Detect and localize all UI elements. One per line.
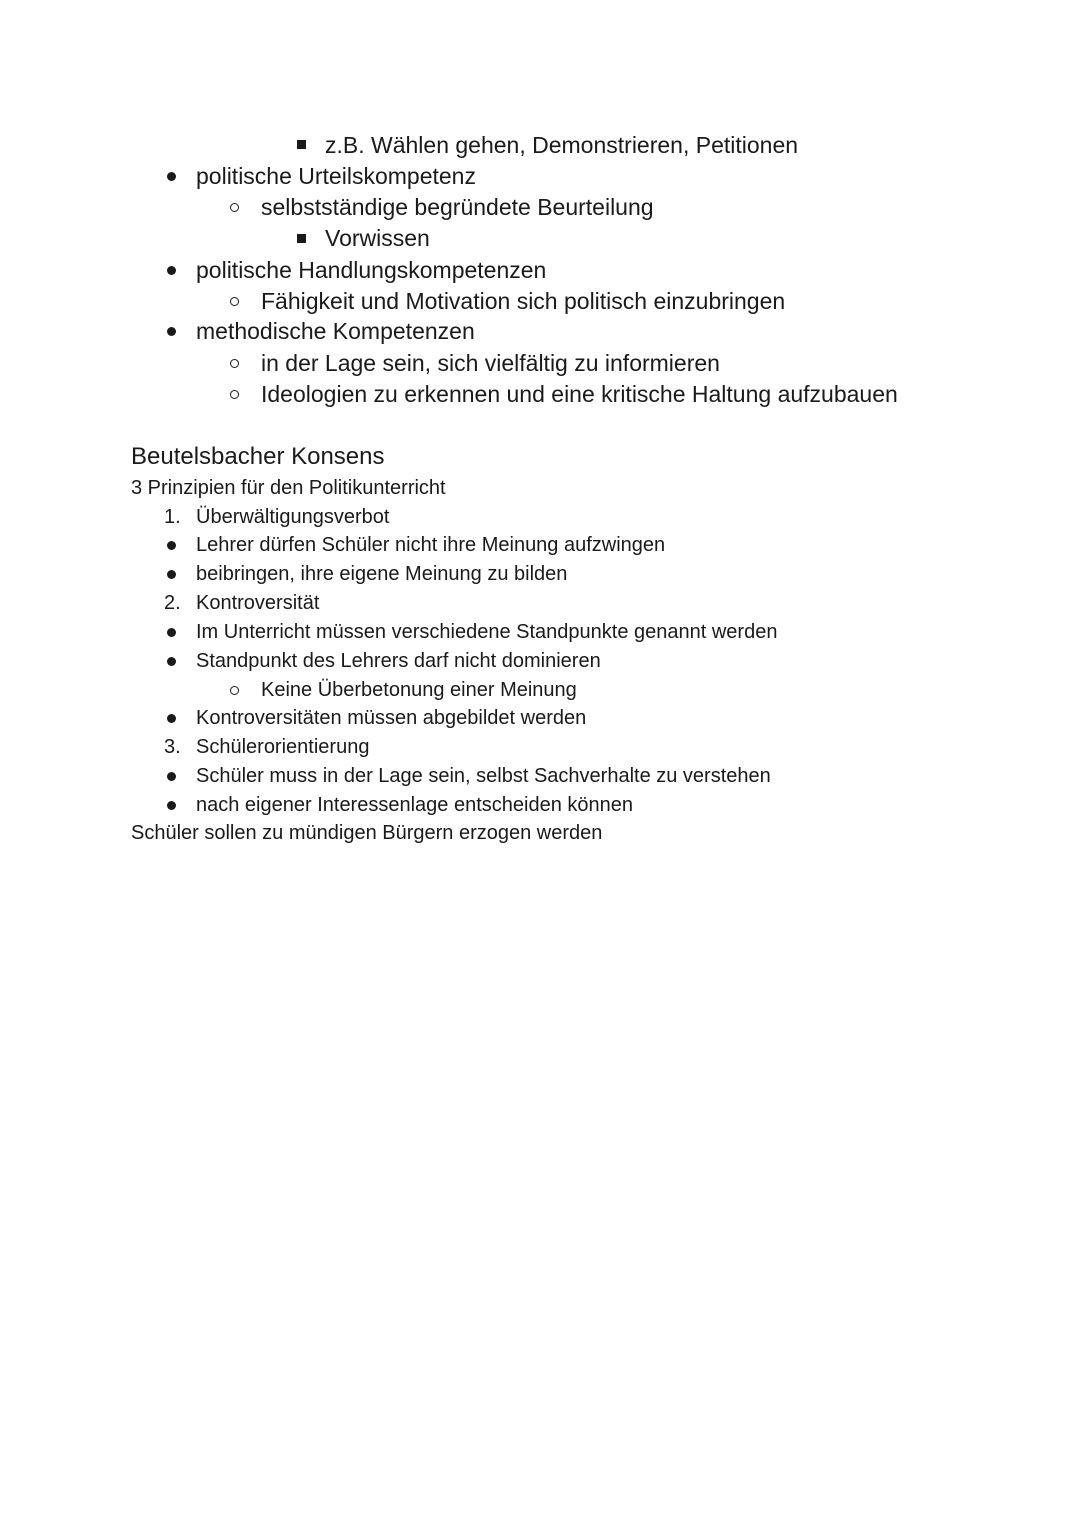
disc-bullet-icon <box>167 772 176 781</box>
principle-bullet: Lehrer dürfen Schüler nicht ihre Meinung aufzwingen <box>196 534 666 556</box>
disc-bullet-icon <box>167 541 176 550</box>
square-bullet-icon <box>297 140 306 149</box>
square-bullet-icon <box>297 234 306 243</box>
disc-bullet-icon <box>167 266 176 275</box>
list-item-example: z.B. Wählen gehen, Demonstrieren, Petitionen <box>325 132 799 158</box>
section-intro: 3 Prinzipien für den Politikunterricht <box>131 477 446 499</box>
disc-bullet-icon <box>167 570 176 579</box>
principle-number: 3. <box>164 736 181 758</box>
principle-title: Überwältigungsverbot <box>196 506 390 528</box>
list-item-vorwissen: Vorwissen <box>325 225 430 251</box>
list-item-methodisch-sub1: in der Lage sein, sich vielfältig zu informieren <box>261 350 720 376</box>
circle-bullet-icon <box>230 203 239 212</box>
disc-bullet-icon <box>167 628 176 637</box>
principle-bullet: Kontroversitäten müssen abgebildet werden <box>196 707 587 729</box>
disc-bullet-icon <box>167 801 176 810</box>
circle-bullet-icon <box>230 390 239 399</box>
list-item-urteil-sub: selbstständige begründete Beurteilung <box>261 194 654 220</box>
list-item-handlung-sub: Fähigkeit und Motivation sich politisch einzubringen <box>261 288 786 314</box>
circle-bullet-icon <box>230 297 239 306</box>
disc-bullet-icon <box>167 327 176 336</box>
list-item-handlungskompetenzen: politische Handlungskompetenzen <box>196 257 547 283</box>
principle-bullet: Schüler muss in der Lage sein, selbst Sachverhalte zu verstehen <box>196 765 771 787</box>
principle-bullet: Im Unterricht müssen verschiedene Standpunkte genannt werden <box>196 621 778 643</box>
list-item-methodische-kompetenzen: methodische Kompetenzen <box>196 318 475 344</box>
principle-title: Kontroversität <box>196 592 320 614</box>
principle-title: Schülerorientierung <box>196 736 370 758</box>
principle-bullet: beibringen, ihre eigene Meinung zu bilden <box>196 563 568 585</box>
principle-bullet: nach eigener Interessenlage entscheiden können <box>196 794 633 816</box>
disc-bullet-icon <box>167 657 176 666</box>
disc-bullet-icon <box>167 172 176 181</box>
list-item-methodisch-sub2: Ideologien zu erkennen und eine kritische Haltung aufzubauen <box>261 381 898 407</box>
principle-sub-bullet: Keine Überbetonung einer Meinung <box>261 679 577 701</box>
section-conclusion: Schüler sollen zu mündigen Bürgern erzogen werden <box>131 822 603 844</box>
principle-bullet: Standpunkt des Lehrers darf nicht dominieren <box>196 650 601 672</box>
circle-bullet-icon <box>230 359 239 368</box>
list-item-urteilskompetenz: politische Urteilskompetenz <box>196 163 476 189</box>
principle-number: 2. <box>164 592 181 614</box>
principle-number: 1. <box>164 506 181 528</box>
section-heading: Beutelsbacher Konsens <box>131 443 385 470</box>
disc-bullet-icon <box>167 714 176 723</box>
circle-bullet-icon <box>230 686 239 695</box>
